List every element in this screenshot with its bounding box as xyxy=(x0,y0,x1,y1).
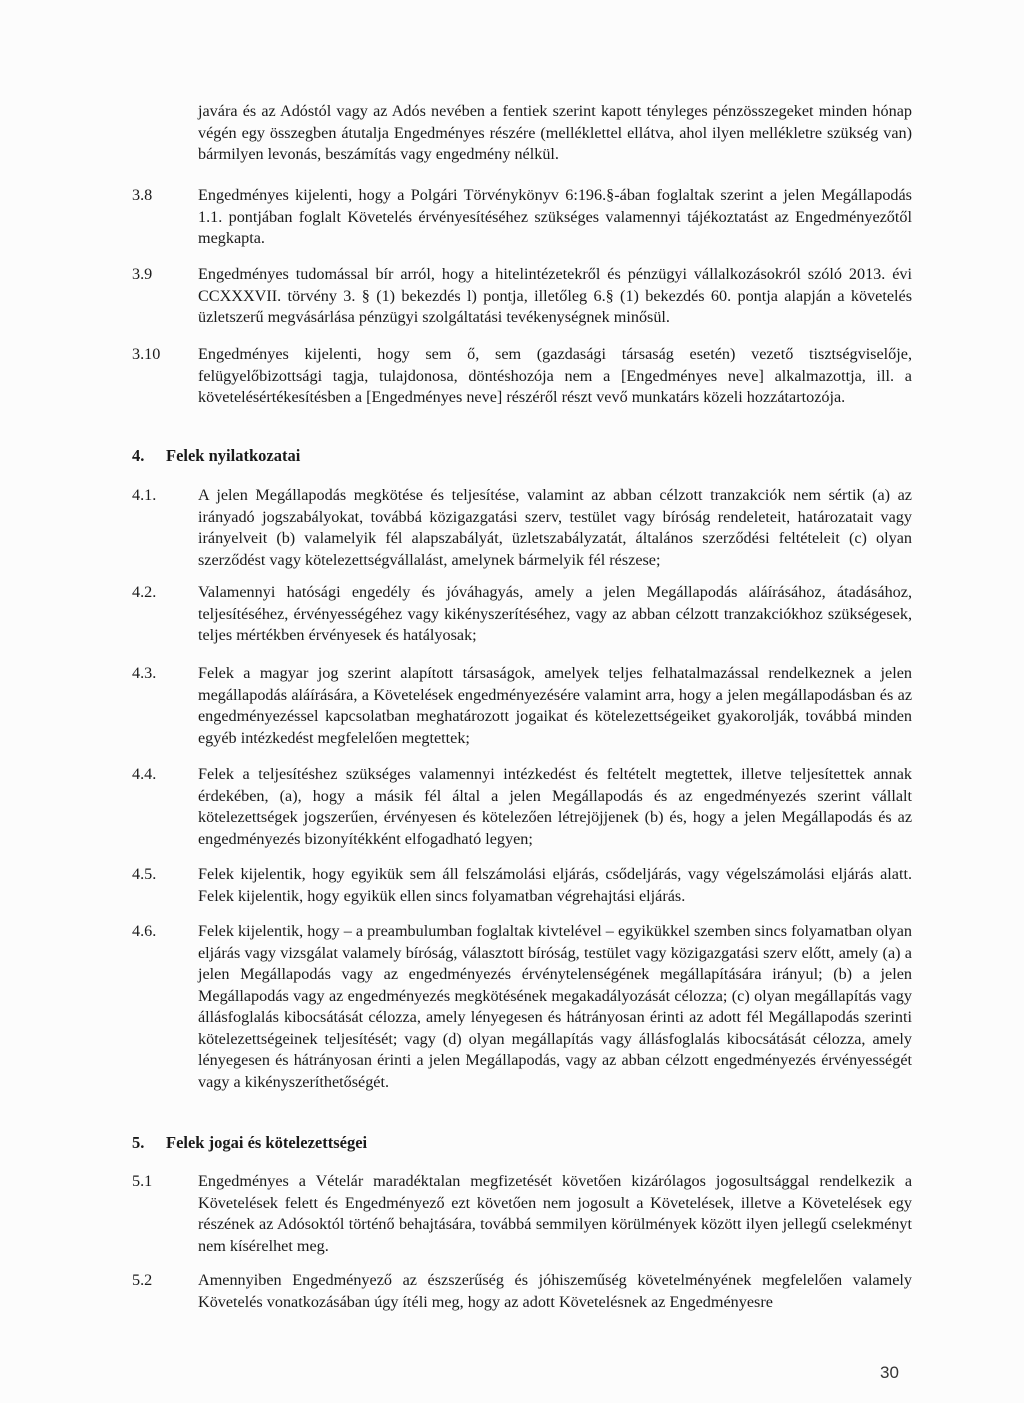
section-text: Engedményes kijelenti, hogy a Polgári Törvénykönyv 6:196.§-ában foglaltak szerint a jelen Megállapodás 1.1. pontjában foglalt Követelés érvényesítéséhez szükséges valamennyi tájékoztatást az Engedményezőtől megkapta. xyxy=(198,186,912,247)
section-3-10 xyxy=(132,344,912,409)
section-text: Amennyiben Engedményező az észszerűség és jóhiszeműség követelményének megfelelően valamely Követelés vonatkozásában úgy ítéli meg, hogy az adott Követelésnek az Engedményesre xyxy=(198,1271,912,1311)
section-number: 4.6. xyxy=(132,922,157,940)
section-number: 5.1 xyxy=(132,1172,153,1190)
section-text: Felek a magyar jog szerint alapított társaságok, amelyek teljes felhatalmazással rendelkeznek a jelen megállapodás aláírására, a Követelések engedményezésére valamint arra, hogy a jelen megállapodásban és az engedményezéssel kapcsolatban meghatározott jogaikat és kötelezettségeiket gyakorolják, továbbá minden egyéb intézkedést megfelelően megtettek; xyxy=(198,664,912,747)
page-number: 30 xyxy=(880,1363,899,1382)
section-4-4 xyxy=(132,764,912,850)
section-number: 4.5. xyxy=(132,865,157,883)
section-text: Felek kijelentik, hogy – a preambulumban foglaltak kivtelével – egyikükkel szemben sincs folyamatban olyan eljárás vagy vizsgálat valamely bíróság, választott bíróság, testület vagy közigazgatási szerv előtt, amely (a) a jelen Megállapodás vagy az engedményezés érvénytelenségének megállapítására irányul; (b) a jelen Megállapodás vagy az engedményezés megkötésének megakadályozását célozza; (c) olyan megállapítás vagy állásfoglalás kibocsátását célozza, amely lényegesen és hátrányosan érinti az adott fél Megállapodás szerinti kötelezettségeinek teljesítését; vagy (d) olyan megállapítás vagy állásfoglalás kibocsátását célozza, amely lényegesen és hátrányosan érinti a jelen Megállapodás, vagy az abban célzott engedményezés érvényességét vagy a kikényszeríthetőségét. xyxy=(198,922,912,1091)
section-text: Felek a teljesítéshez szükséges valamennyi intézkedést és feltételt megtettek, illetve teljesítettek annak érdekében, (a), hogy a másik fél által a jelen Megállapodás és az engedményezés szerint vállalt kötelezettségek jogszerűen, érvényesen és kötelezően létrejöjjenek (b) és, hogy a jelen Megállapodás és az engedményezés bizonyítékként elfogadható legyen; xyxy=(198,765,912,848)
section-4-3 xyxy=(132,663,912,749)
section-text: A jelen Megállapodás megkötése és teljesítése, valamint az abban célzott tranzakciók nem sértik (a) az irányadó jogszabályokat, továbbá közigazgatási szerv, testület vagy bíróság rendeleteit, határozatait vagy irányelveit (b) valamelyik fél alapszabályát, üzletszabályzatát, általános szerződési feltételeit (c) olyan szerződést vagy kötelezettségvállalást, amelynek bármelyik fél részese; xyxy=(198,486,912,569)
heading-number: 5. xyxy=(132,1133,145,1152)
heading-title: Felek jogai és kötelezettségei xyxy=(166,1133,368,1152)
heading-title: Felek nyilatkozatai xyxy=(166,446,301,465)
heading-5 xyxy=(132,1133,367,1153)
section-text: Engedményes tudomással bír arról, hogy a hitelintézetekről és pénzügyi vállalkozásokról szóló 2013. évi CCXXXVII. törvény 3. § (1) bekezdés l) pontja, illetőleg 6.§ (1) bekezdés 60. pontja alapján a követelés üzletszerű megvásárlása pénzügyi szolgáltatási tevékenységnek minősül. xyxy=(198,265,912,326)
section-number: 3.9 xyxy=(132,265,153,283)
section-number: 4.1. xyxy=(132,486,157,504)
section-4-2 xyxy=(132,582,912,647)
section-3-9 xyxy=(132,264,912,329)
section-4-6 xyxy=(132,921,912,1093)
section-number: 4.2. xyxy=(132,583,157,601)
section-4-1 xyxy=(132,485,912,571)
section-5-2 xyxy=(132,1270,912,1313)
section-number: 3.10 xyxy=(132,345,161,363)
section-number: 4.3. xyxy=(132,664,157,682)
intro-paragraph: javára és az Adóstól vagy az Adós nevében a fentiek szerint kapott tényleges pénzösszegeket minden hónap végén egy összegben átutalja Engedményes részére (melléklettel ellátva, ahol ilyen mellékletre szükség van) bármilyen levonás, beszámítás vagy engedmény nélkül. xyxy=(198,102,912,163)
section-number: 3.8 xyxy=(132,186,153,204)
heading-number: 4. xyxy=(132,446,145,465)
section-5-1 xyxy=(132,1171,912,1257)
section-number: 4.4. xyxy=(132,765,157,783)
heading-4 xyxy=(132,446,300,466)
section-text: Valamennyi hatósági engedély és jóváhagyás, amely a jelen Megállapodás aláírásához, átadásához, teljesítéséhez, érvényességéhez vagy kikényszerítéséhez, vagy az abban célzott tranzakciókhoz szükségesek, teljes mértékben érvényesek és hatályosak; xyxy=(198,583,912,644)
section-text: Engedményes kijelenti, hogy sem ő, sem (gazdasági társaság esetén) vezető tisztségviselője, felügyelőbizottsági tagja, tulajdonosa, döntéshozója nem a [Engedményes neve] alkalmazottja, ill. a követelésértékesítésben a [Engedményes neve] részéről részt vevő munkatárs közeli hozzátartozója. xyxy=(198,345,912,406)
section-number: 5.2 xyxy=(132,1271,153,1289)
section-text: Engedményes a Vételár maradéktalan megfizetését követően kizárólagos jogosultsággal rendelkezik a Követelések felett és Engedményező ezt követően nem jogosult a Követelések, illetve a Követelések egy részének az Adósoktól történő behajtására, továbbá semmilyen körülmények között ilyen jellegű cselekményt nem kísérelhet meg. xyxy=(198,1172,912,1255)
section-4-5 xyxy=(132,864,912,907)
section-text: Felek kijelentik, hogy egyikük sem áll felszámolási eljárás, csődeljárás, vagy végelszámolási eljárás alatt. Felek kijelentik, hogy egyikük ellen sincs folyamatban végrehajtási eljárás. xyxy=(198,865,912,905)
section-3-8 xyxy=(132,185,912,250)
